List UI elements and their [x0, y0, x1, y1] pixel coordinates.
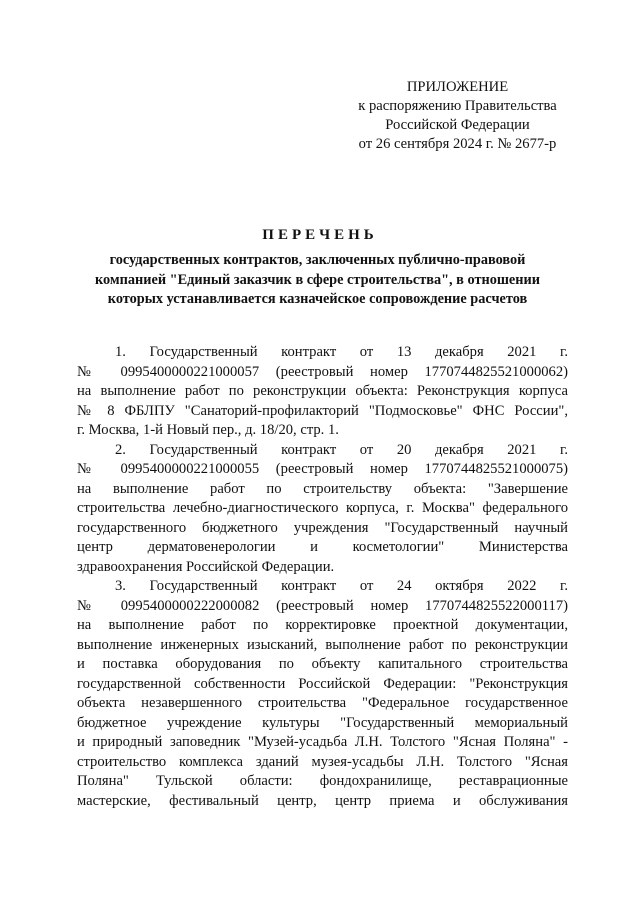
document-heading: ПЕРЕЧЕНЬ [262, 227, 378, 243]
item-line: 2. Государственный контракт от 20 декабря 2021 г. [115, 441, 568, 458]
appendix-line: Российской Федерации [385, 117, 530, 133]
item-line: на выполнение работ по строительству объекта: "Завершение [77, 480, 568, 497]
list-item [77, 577, 568, 811]
item-line: на выполнение работ по реконструкции объекта: Реконструкция корпуса [77, 383, 568, 399]
subheading-line: которых устанавливается казначейское сопровождение расчетов [107, 291, 528, 307]
item-line: № 0995400000221000057 (реестровый номер 1770744825521000062) [77, 363, 568, 380]
item-line: строительства лечебно-диагностического корпуса, г. Москва" федерального [77, 500, 568, 516]
item-line: и природный заповедник "Музей-усадьба Л.Н. Толстого "Ясная Поляна" - [77, 734, 568, 750]
appendix-title: ПРИЛОЖЕНИЕ [406, 79, 509, 95]
document-subheading [60, 251, 575, 310]
contract-list [77, 343, 568, 811]
appendix-line: от 26 сентября 2024 г. № 2677-р [358, 136, 557, 152]
appendix-line: к распоряжению Правительства [358, 98, 557, 114]
item-line: центр дерматовенерологии и косметологии" Министерства [77, 539, 568, 555]
item-line: строительство комплекса зданий музея-усадьбы Л.Н. Толстого "Ясная [77, 753, 568, 770]
list-item [77, 343, 568, 441]
list-item [77, 441, 568, 578]
subheading-line: государственных контрактов, заключенных публично-правовой [109, 252, 526, 268]
item-line: объекта незавершенного строительства "Федеральное государственное [77, 695, 568, 711]
item-line: № 0995400000221000055 (реестровый номер 1770744825521000075) [77, 461, 568, 477]
item-line: 1. Государственный контракт от 13 декабря 2021 г. [115, 344, 568, 360]
item-line: мастерские, фестивальный центр, центр приема и обслуживания [77, 792, 568, 809]
subheading-line: компанией "Единый заказчик в сфере строительства", в отношении [95, 271, 540, 288]
item-line: здравоохранения Российской Федерации. [77, 558, 335, 575]
item-line: бюджетное учреждение культуры "Государственный мемориальный [77, 714, 568, 731]
item-line: № 8 ФБЛПУ "Санаторий-профилакторий "Подмосковье" ФНС России", [77, 402, 568, 419]
item-line: 3. Государственный контракт от 24 октября 2022 г. [115, 578, 568, 594]
item-line: на выполнение работ по корректировке проектной документации, [77, 617, 568, 633]
item-line: г. Москва, 1-й Новый пер., д. 18/20, стр. 1. [77, 422, 339, 438]
item-line: выполнение инженерных изысканий, выполнение работ по реконструкции [77, 636, 568, 653]
item-line: и поставка оборудования по объекту капитального строительства [77, 656, 568, 672]
appendix-block [330, 78, 585, 154]
item-line: № 0995400000222000082 (реестровый номер 1770744825522000117) [77, 597, 568, 614]
item-line: Поляна" Тульской области: фондохранилище, реставрационные [77, 773, 568, 789]
item-line: государственной собственности Российской Федерации: "Реконструкция [77, 675, 568, 692]
item-line: государственного бюджетного учреждения "Государственный научный [77, 519, 568, 536]
